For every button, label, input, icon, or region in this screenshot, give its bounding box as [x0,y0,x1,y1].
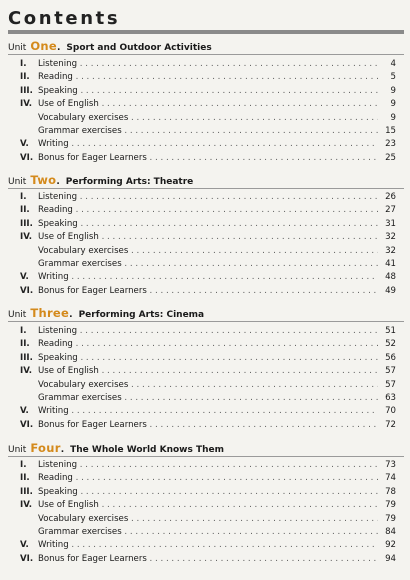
toc-row[interactable] [8,553,404,566]
row-page: 52 [385,339,396,350]
row-label: Vocabulary exercises . . . [38,245,378,258]
row-page: 79 [385,500,396,511]
toc-row[interactable] [8,513,404,526]
row-page: 57 [385,366,396,377]
row-label: Use of English . . . [38,365,378,378]
row-numeral: III. [20,218,33,229]
toc-row[interactable] [8,191,404,204]
toc-row[interactable] [8,245,404,258]
row-page: 41 [385,259,396,269]
row-page: 92 [385,540,396,551]
toc-row[interactable] [8,352,404,365]
row-label: Listening . . . [38,191,378,204]
toc-row[interactable] [8,405,404,418]
toc-row[interactable] [8,419,404,432]
row-numeral: I. [20,59,27,69]
unit-title: Sport and Outdoor Activities [66,43,212,53]
row-page: 49 [385,285,396,296]
row-label: Reading . . . [38,338,378,351]
row-numeral: VI. [20,152,34,163]
row-numeral: III. [20,352,33,363]
row-label: Writing . . . [38,539,378,552]
row-numeral: III. [20,486,33,497]
row-page: 79 [385,513,396,524]
page-title: Contents [8,8,121,29]
row-page: 32 [385,245,396,256]
unit-word: Unit [8,310,27,320]
row-label: Vocabulary exercises . . . [38,379,378,392]
row-page: 57 [385,379,396,390]
unit-number: Three [30,306,70,320]
unit-header-3 [8,305,404,321]
row-page: 48 [385,272,396,283]
unit-number-dot: . [69,310,73,320]
unit-number: One [30,39,57,53]
row-label: Reading . . . [38,472,378,485]
toc-row[interactable] [8,365,404,378]
row-page: 32 [385,232,396,243]
toc-row[interactable] [8,112,404,125]
unit-rule [8,188,404,189]
row-page: 15 [385,126,396,136]
row-numeral: I. [20,192,27,202]
row-label: Bonus for Eager Learners . . . [38,553,378,566]
title-rule [8,30,404,34]
row-numeral: II. [20,72,30,83]
row-page: 31 [385,218,396,229]
row-label: Bonus for Eager Learners . . . [38,152,378,165]
row-numeral: II. [20,473,30,484]
row-numeral: IV. [20,232,33,243]
toc-row[interactable] [8,338,404,351]
row-label: Speaking . . . [38,218,378,231]
row-numeral: I. [20,326,27,336]
row-page: 4 [390,59,396,69]
toc-row[interactable] [8,499,404,512]
row-page: 5 [390,72,396,83]
row-page: 63 [385,393,396,403]
row-label: Writing . . . [38,405,378,418]
row-page: 9 [390,99,396,110]
toc-row[interactable] [8,472,404,485]
row-label: Vocabulary exercises . . . [38,513,378,526]
row-label: Speaking . . . [38,486,378,499]
row-numeral: IV. [20,500,33,511]
row-numeral: VI. [20,553,34,564]
row-page: 74 [385,473,396,484]
unit-rule [8,54,404,55]
row-numeral: VI. [20,285,34,296]
toc-row[interactable] [8,71,404,84]
unit-word: Unit [8,177,27,187]
unit-header-4 [8,440,404,456]
toc-row[interactable] [8,152,404,165]
row-page: 94 [385,553,396,564]
toc-row[interactable] [8,125,404,138]
unit-title: The Whole World Knows Them [70,445,225,455]
row-page: 27 [385,205,396,216]
unit-title: Performing Arts: Theatre [65,177,194,187]
row-page: 26 [385,192,396,202]
row-numeral: IV. [20,366,33,377]
toc-row[interactable] [8,85,404,98]
row-label: Writing . . . [38,138,378,151]
row-page: 9 [390,112,396,123]
row-label: Listening . . . [38,459,378,472]
toc-row[interactable] [8,231,404,244]
unit-header-2 [8,172,404,188]
row-label: Speaking . . . [38,352,378,365]
toc-row[interactable] [8,271,404,284]
toc-row[interactable] [8,392,404,405]
unit-number: Two [30,173,57,187]
toc-row[interactable] [8,486,404,499]
row-numeral: II. [20,205,30,216]
row-label: Listening . . . [38,58,378,71]
unit-rule [8,321,404,322]
row-label: Use of English . . . [38,98,378,111]
row-page: 9 [390,85,396,96]
row-numeral: III. [20,85,33,96]
toc-row[interactable] [8,285,404,298]
unit-number-dot: . [57,43,61,53]
toc-row[interactable] [8,459,404,472]
row-page: 51 [385,326,396,336]
row-numeral: VI. [20,419,34,430]
toc-row[interactable] [8,379,404,392]
row-numeral: V. [20,139,29,150]
row-numeral: I. [20,460,27,470]
row-label: Speaking . . . [38,85,378,98]
row-page: 72 [385,419,396,430]
row-page: 73 [385,460,396,470]
toc-row[interactable] [8,204,404,217]
unit-word: Unit [8,445,27,455]
row-page: 56 [385,352,396,363]
toc-row[interactable] [8,539,404,552]
row-label: Grammar exercises . . . [38,258,378,271]
toc-row[interactable] [8,138,404,151]
toc-row[interactable] [8,526,404,539]
unit-number: Four [30,441,61,455]
unit-rule [8,456,404,457]
unit-number-dot: . [60,445,65,455]
row-page: 78 [385,486,396,497]
row-numeral: V. [20,540,29,551]
unit-header-1 [8,38,404,54]
row-label: Grammar exercises . . . [38,392,378,405]
unit-word: Unit [8,43,27,53]
row-label: Grammar exercises . . . [38,526,378,539]
row-numeral: IV. [20,99,33,110]
row-page: 84 [385,527,396,537]
row-numeral: V. [20,406,29,417]
row-label: Reading . . . [38,204,378,217]
row-page: 23 [385,139,396,150]
row-label: Use of English . . . [38,231,378,244]
row-label: Reading . . . [38,71,378,84]
row-label: Grammar exercises . . . [38,125,378,138]
unit-title: Performing Arts: Cinema [78,310,205,320]
toc-row[interactable] [8,258,404,271]
toc-row[interactable] [8,98,404,111]
row-label: Bonus for Eager Learners . . . [38,285,378,298]
row-label: Writing . . . [38,271,378,284]
row-numeral: V. [20,272,29,283]
row-numeral: II. [20,339,30,350]
row-label: Use of English . . . [38,499,378,512]
toc-row[interactable] [8,325,404,338]
row-page: 70 [385,406,396,417]
unit-number-dot: . [56,177,60,187]
row-label: Vocabulary exercises . . . [38,112,378,125]
toc-row[interactable] [8,218,404,231]
row-label: Bonus for Eager Learners . . . [38,419,378,432]
row-label: Listening . . . [38,325,378,338]
row-page: 25 [385,152,396,163]
toc-row[interactable] [8,58,404,71]
